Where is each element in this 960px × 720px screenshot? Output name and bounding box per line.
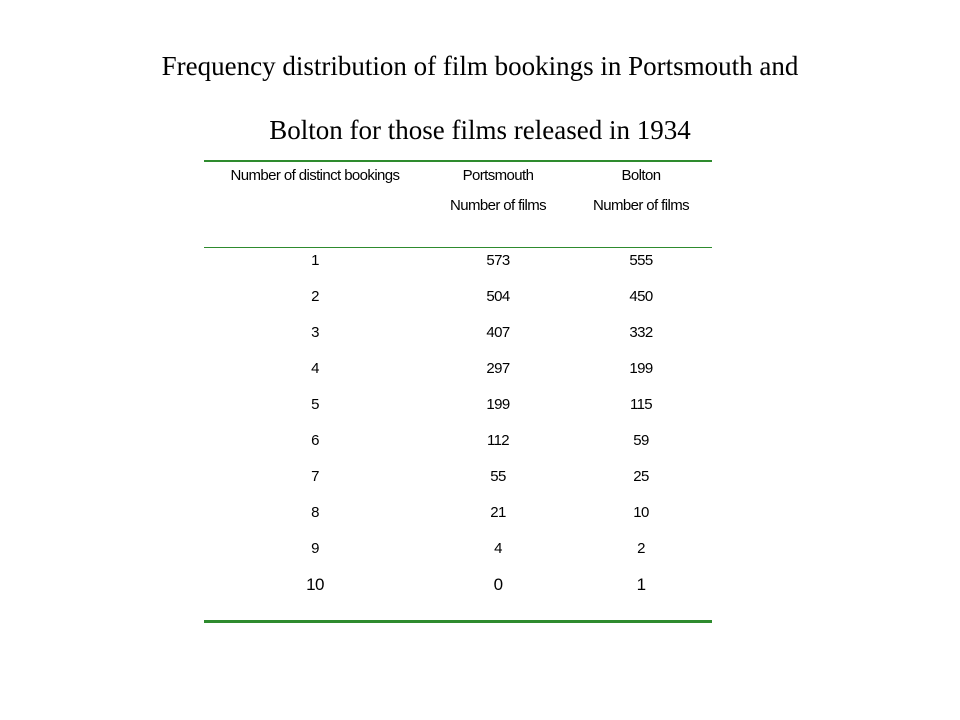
- cell-bolton: 25: [633, 468, 649, 485]
- table-row: [204, 358, 712, 394]
- cell-bookings: 6: [311, 432, 319, 449]
- subheader-empty: [204, 177, 426, 234]
- page-title-line-2: Bolton for those films released in 1934: [269, 115, 691, 145]
- cell-bookings: 4: [311, 360, 319, 377]
- cell-bookings: 8: [311, 504, 319, 521]
- table-row: [204, 502, 712, 538]
- cell-bolton: 10: [633, 504, 649, 521]
- subheader-portsmouth-films: Number of films: [449, 197, 547, 214]
- table-row: [204, 538, 712, 574]
- header-bookings: Number of distinct bookings: [230, 167, 400, 184]
- table-row: [204, 322, 712, 358]
- table-row: [204, 250, 712, 286]
- cell-bolton: 115: [629, 396, 653, 413]
- header-portsmouth: Portsmouth: [462, 167, 534, 184]
- table-row: [204, 574, 712, 620]
- table-row: [204, 394, 712, 430]
- table-bottom-rule: [204, 620, 712, 623]
- table-row: [204, 466, 712, 502]
- cell-bookings: 1: [311, 252, 319, 269]
- cell-portsmouth: 55: [490, 468, 506, 485]
- cell-portsmouth: 407: [486, 324, 510, 341]
- table-row: [204, 430, 712, 466]
- cell-portsmouth: 0: [493, 575, 503, 594]
- cell-bookings: 9: [311, 540, 319, 557]
- cell-bolton: 555: [629, 252, 653, 269]
- table-header: [204, 161, 712, 247]
- cell-bookings: 7: [311, 468, 319, 485]
- cell-portsmouth: 504: [486, 288, 510, 305]
- cell-bolton: 450: [629, 288, 653, 305]
- cell-bolton: 199: [629, 360, 653, 377]
- header-bolton: Bolton: [621, 167, 661, 184]
- cell-bookings: 5: [311, 396, 319, 413]
- cell-portsmouth: 199: [486, 396, 510, 413]
- table-subheader-row: [204, 177, 712, 234]
- subheader-bolton-films: Number of films: [592, 197, 690, 214]
- cell-bolton: 1: [636, 575, 646, 594]
- cell-portsmouth: 573: [486, 252, 510, 269]
- table-body: [204, 248, 712, 620]
- table-row: [204, 286, 712, 322]
- cell-portsmouth: 4: [494, 540, 502, 557]
- cell-bookings: 2: [311, 288, 319, 305]
- cell-bolton: 2: [637, 540, 645, 557]
- frequency-table: [204, 160, 712, 623]
- cell-portsmouth: 21: [490, 504, 506, 521]
- cell-bookings: 3: [311, 324, 319, 341]
- cell-portsmouth: 297: [486, 360, 510, 377]
- page-title-line-1: Frequency distribution of film bookings in Portsmouth and: [161, 51, 799, 81]
- cell-bolton: 59: [633, 432, 649, 449]
- cell-bolton: 332: [629, 324, 653, 341]
- cell-portsmouth: 112: [486, 432, 510, 449]
- cell-bookings: 10: [306, 575, 324, 594]
